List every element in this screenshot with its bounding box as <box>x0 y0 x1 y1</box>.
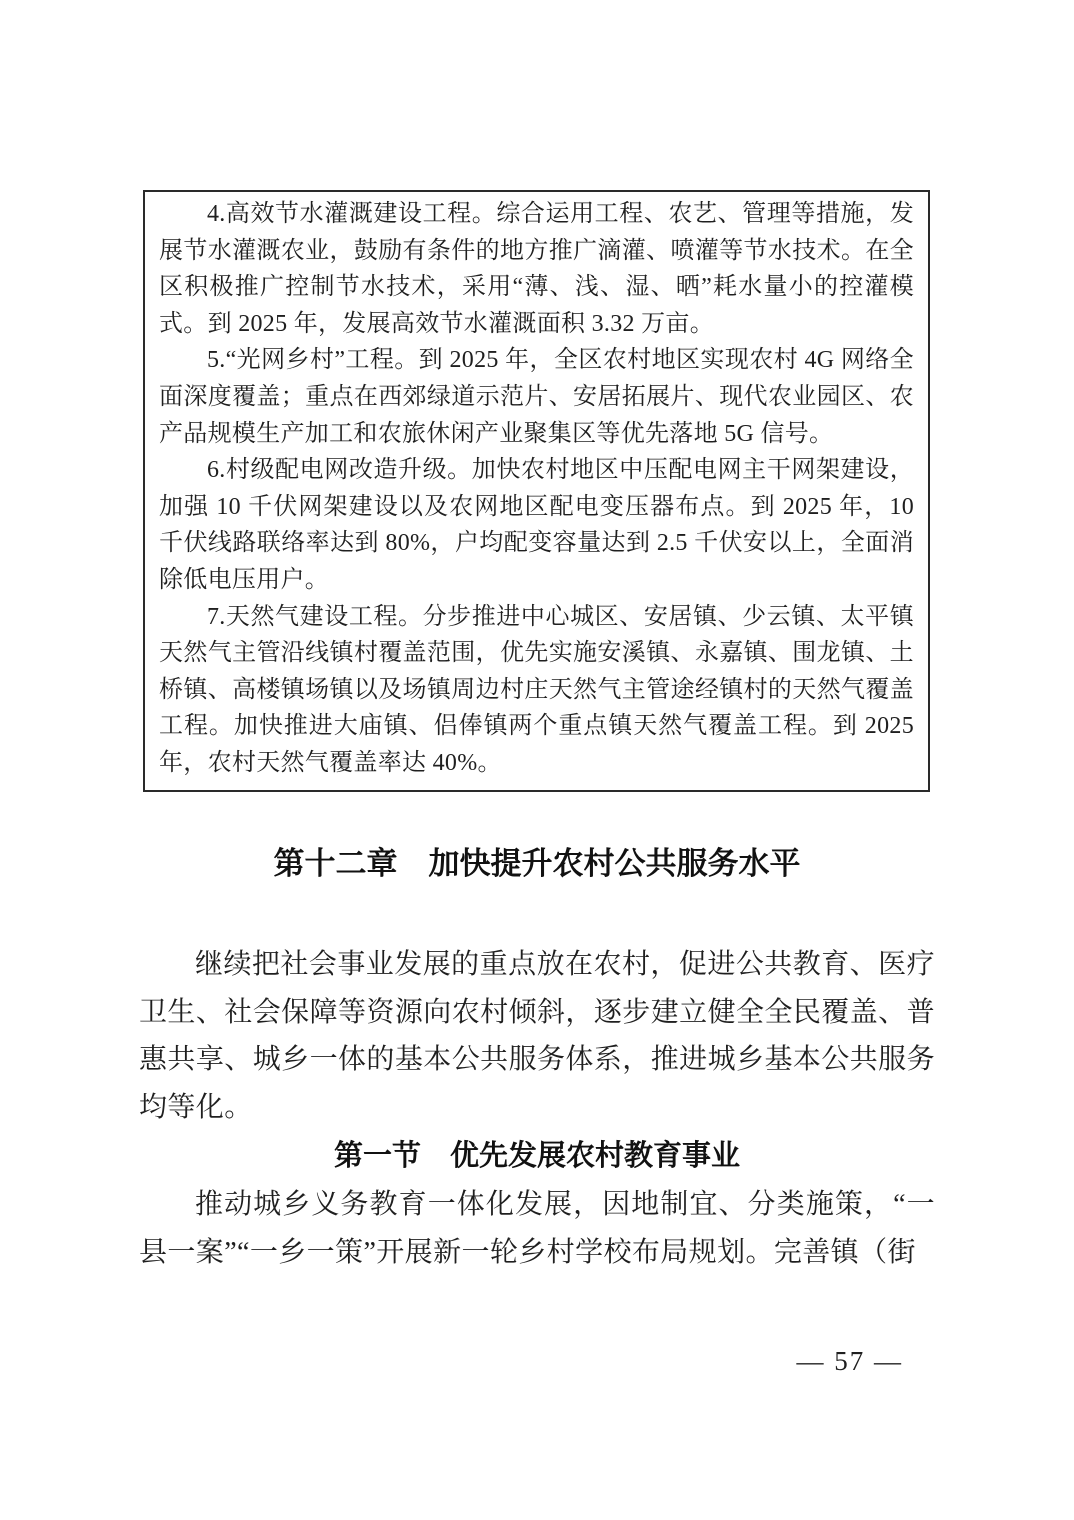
box-paragraph-optical-network: 5.“光网乡村”工程。到 2025 年，全区农村地区实现农村 4G 网络全面深度覆盖；重点在西郊绿道示范片、安居拓展片、现代农业园区、农产品规模生产加工和农旅休闲产业聚集区等优先落地 5G 信号。 <box>159 347 914 447</box>
project-list-box <box>143 190 930 792</box>
section-paragraph: 推动城乡义务教育一体化发展，因地制宜、分类施策，“一县一案”“一乡一策”开展新一轮乡村学校布局规划。完善镇（街 <box>139 1189 935 1268</box>
box-paragraph-irrigation: 4.高效节水灌溉建设工程。综合运用工程、农艺、管理等措施，发展节水灌溉农业，鼓励有条件的地方推广滴灌、喷灌等节水技术。在全区积极推广控制节水技术，采用“薄、浅、湿、晒”耗水量小的控灌模式。到 2025 年，发展高效节水灌溉面积 3.32 万亩。 <box>159 201 914 337</box>
page-number: — 57 — <box>796 1346 903 1376</box>
box-paragraph-natural-gas: 7.天然气建设工程。分步推进中心城区、安居镇、少云镇、太平镇天然气主管沿线镇村覆盖范围，优先实施安溪镇、永嘉镇、围龙镇、土桥镇、高楼镇场镇以及场镇周边村庄天然气主管途经镇村的天然气覆盖工程。加快推进大庙镇、侣俸镇两个重点镇天然气覆盖工程。到 2025 年，农村天然气覆盖率达 40%。 <box>159 603 914 776</box>
chapter-heading: 第十二章 加快提升农村公共服务水平 <box>273 846 801 881</box>
section-heading: 第一节 优先发展农村教育事业 <box>333 1140 740 1172</box>
chapter-intro-paragraph: 继续把社会事业发展的重点放在农村，促进公共教育、医疗卫生、社会保障等资源向农村倾斜，逐步建立健全全民覆盖、普惠共享、城乡一体的基本公共服务体系，推进城乡基本公共服务均等化。 <box>139 949 935 1123</box>
box-paragraph-power-grid: 6.村级配电网改造升级。加快农村地区中压配电网主干网架建设，加强 10 千伏网架建设以及农网地区配电变压器布点。到 2025 年，10 千伏线路联络率达到 80%，户均配变容量达到 2.5 千伏安以上，全面消除低电压用户。 <box>159 457 914 593</box>
